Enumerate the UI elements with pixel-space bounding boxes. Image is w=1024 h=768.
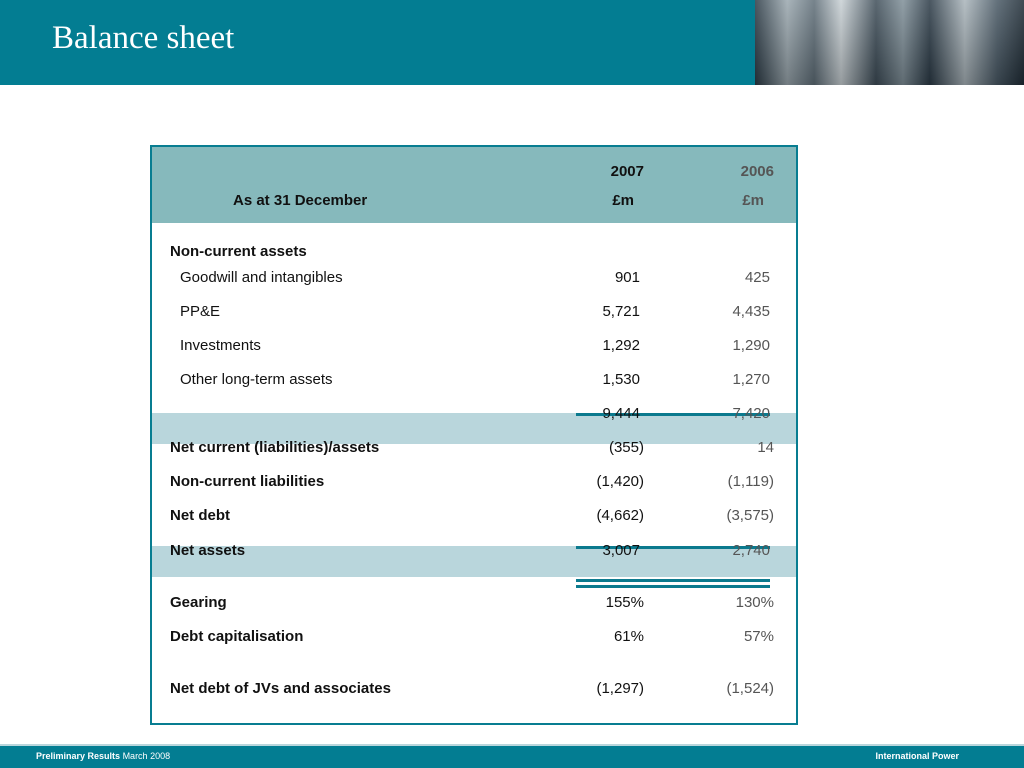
value-2007: 1,292 xyxy=(602,337,640,354)
value-2006: 1,270 xyxy=(732,371,770,388)
row-label: PP&E xyxy=(180,303,221,320)
value-2006: 425 xyxy=(744,269,770,286)
value-2007: (1,420) xyxy=(596,473,644,490)
net-assets-band xyxy=(152,546,796,577)
row-label: Other long-term assets xyxy=(180,371,333,388)
row-label: Net debt xyxy=(170,507,230,524)
value-2006: (3,575) xyxy=(726,507,774,524)
double-underline-bottom xyxy=(576,585,770,588)
value-2006: (1,524) xyxy=(726,680,774,697)
header-label: As at 31 December xyxy=(233,192,368,209)
double-underline-top xyxy=(576,579,770,582)
col-2007-unit: £m xyxy=(612,192,634,209)
row-label: Gearing xyxy=(170,594,227,611)
page-title: Balance sheet xyxy=(52,20,235,56)
table-header xyxy=(152,147,796,223)
section-label: Non-current assets xyxy=(170,243,307,260)
value-2007: (4,662) xyxy=(596,507,644,524)
value-2007: 155% xyxy=(605,594,644,611)
value-2007: 901 xyxy=(614,269,640,286)
row-label: Debt capitalisation xyxy=(170,628,304,645)
row-label: Investments xyxy=(180,337,261,354)
value-2007: 9,444 xyxy=(602,405,640,422)
col-2006-unit: £m xyxy=(742,192,764,209)
value-2007: (1,297) xyxy=(596,680,644,697)
col-2006-year: 2006 xyxy=(740,163,774,180)
col-2007-year: 2007 xyxy=(610,163,644,180)
row-label: Goodwill and intangibles xyxy=(180,269,343,286)
value-2006: 1,290 xyxy=(732,337,770,354)
balance-sheet-table xyxy=(150,145,798,725)
footer-title: Preliminary Results xyxy=(36,751,121,761)
footer xyxy=(0,744,1024,768)
value-2007: 3,007 xyxy=(602,542,640,559)
value-2006: 7,420 xyxy=(732,405,770,422)
value-2007: (355) xyxy=(608,439,644,456)
value-2006: 2,740 xyxy=(732,542,770,559)
header-photo xyxy=(755,0,1024,85)
row-label: Net assets xyxy=(170,542,246,559)
value-2006: (1,119) xyxy=(727,473,774,490)
row-label: Net current (liabilities)/assets xyxy=(170,439,380,456)
value-2007: 61% xyxy=(613,628,644,645)
footer-date: March 2008 xyxy=(122,751,171,761)
value-2007: 1,530 xyxy=(602,371,640,388)
value-2006: 57% xyxy=(743,628,774,645)
row-label: Net debt of JVs and associates xyxy=(170,680,391,697)
title-bar xyxy=(0,0,1024,85)
value-2006: 130% xyxy=(735,594,774,611)
value-2006: 4,435 xyxy=(732,303,770,320)
value-2006: 14 xyxy=(757,439,774,456)
footer-brand: International Power xyxy=(875,751,959,761)
value-2007: 5,721 xyxy=(602,303,640,320)
row-label: Non-current liabilities xyxy=(170,473,325,490)
